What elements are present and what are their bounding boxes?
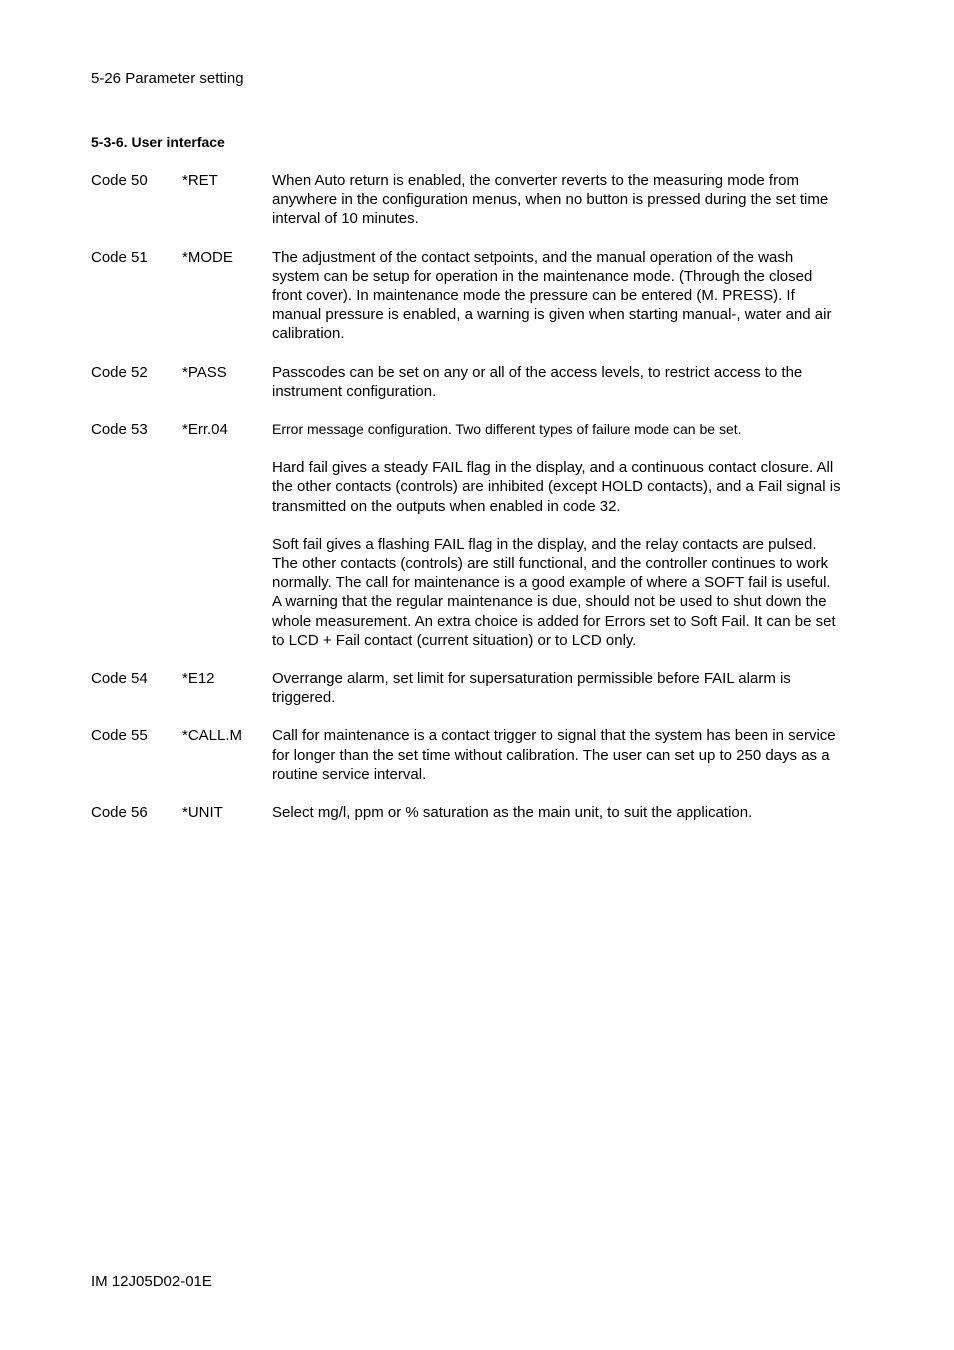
code-number: Code 54 <box>91 670 148 688</box>
parameter-description <box>272 726 842 784</box>
document-number-footer: IM 12J05D02-01E <box>91 1273 212 1290</box>
description-paragraph: Overrange alarm, set limit for supersaturation permissible before FAIL alarm is triggered. <box>272 670 791 707</box>
parameter-description <box>272 248 842 344</box>
parameter-name: *Err.04 <box>182 421 228 439</box>
parameter-entry-code-52 <box>91 363 851 401</box>
parameter-entry-code-50 <box>91 171 851 229</box>
description-paragraph: Call for maintenance is a contact trigger to signal that the system has been in service for longer than the set time without calibration. The user can set up to 250 days as a routine service interval. <box>272 727 836 783</box>
parameter-entry-code-54 <box>91 669 851 707</box>
parameter-description <box>272 420 842 650</box>
parameter-entry-code-51 <box>91 248 851 344</box>
parameter-entry-code-55 <box>91 726 851 784</box>
parameter-list <box>91 171 851 841</box>
description-paragraph: The adjustment of the contact setpoints, and the manual operation of the wash system can be setup for operation in the maintenance mode. (Through the closed front cover). In maintenance mode the pressure can be entered (M. PRESS). If manual pressure is enabled, a warning is given when starting manual-, water and air calibration. <box>272 248 832 343</box>
description-paragraph: When Auto return is enabled, the converter reverts to the measuring mode from anywhere in the configuration menus, when no button is pressed during the set time interval of 10 minutes. <box>272 172 829 228</box>
parameter-name: *CALL.M <box>182 727 243 745</box>
description-paragraph: Passcodes can be set on any or all of the access levels, to restrict access to the instrument configuration. <box>272 363 803 400</box>
parameter-name: *PASS <box>182 363 227 381</box>
code-number: Code 53 <box>91 421 148 439</box>
code-number: Code 50 <box>91 172 148 189</box>
code-number: Code 52 <box>91 363 148 381</box>
parameter-name: *E12 <box>182 670 215 688</box>
parameter-name: *RET <box>182 172 218 189</box>
parameter-description <box>272 171 842 229</box>
description-paragraph: Select mg/l, ppm or % saturation as the main unit, to suit the application. <box>272 804 753 822</box>
parameter-description <box>272 803 842 822</box>
parameter-description <box>272 669 842 707</box>
code-number: Code 56 <box>91 804 148 822</box>
code-number: Code 55 <box>91 727 148 745</box>
code-number: Code 51 <box>91 248 148 266</box>
section-title: 5-3-6. User interface <box>91 134 225 150</box>
page-header: 5-26 Parameter setting <box>91 70 244 87</box>
parameter-name: *MODE <box>182 248 233 266</box>
parameter-name: *UNIT <box>182 804 223 822</box>
parameter-entry-code-53 <box>91 420 851 650</box>
description-paragraph: Soft fail gives a flashing FAIL flag in the display, and the relay contacts are pulsed. The other contacts (controls) are still functional, and the controller continues to work normally. The call for maintenance is a good example of where a SOFT fail is useful. A warning that the regular maintenance is due, should not be used to shut down the whole measurement. An extra choice is added for Errors set to Soft Fail. It can be set to LCD + Fail contact (current situation) or to LCD only. <box>272 535 836 649</box>
description-paragraph: Hard fail gives a steady FAIL flag in the display, and a continuous contact closure. All the other contacts (controls) are inhibited (except HOLD contacts), and a Fail signal is transmitted on the outputs when enabled in code 32. <box>272 459 841 515</box>
parameter-entry-code-56 <box>91 803 851 822</box>
description-paragraph: Error message configuration. Two different types of failure mode can be set. <box>272 421 742 438</box>
parameter-description <box>272 363 842 401</box>
